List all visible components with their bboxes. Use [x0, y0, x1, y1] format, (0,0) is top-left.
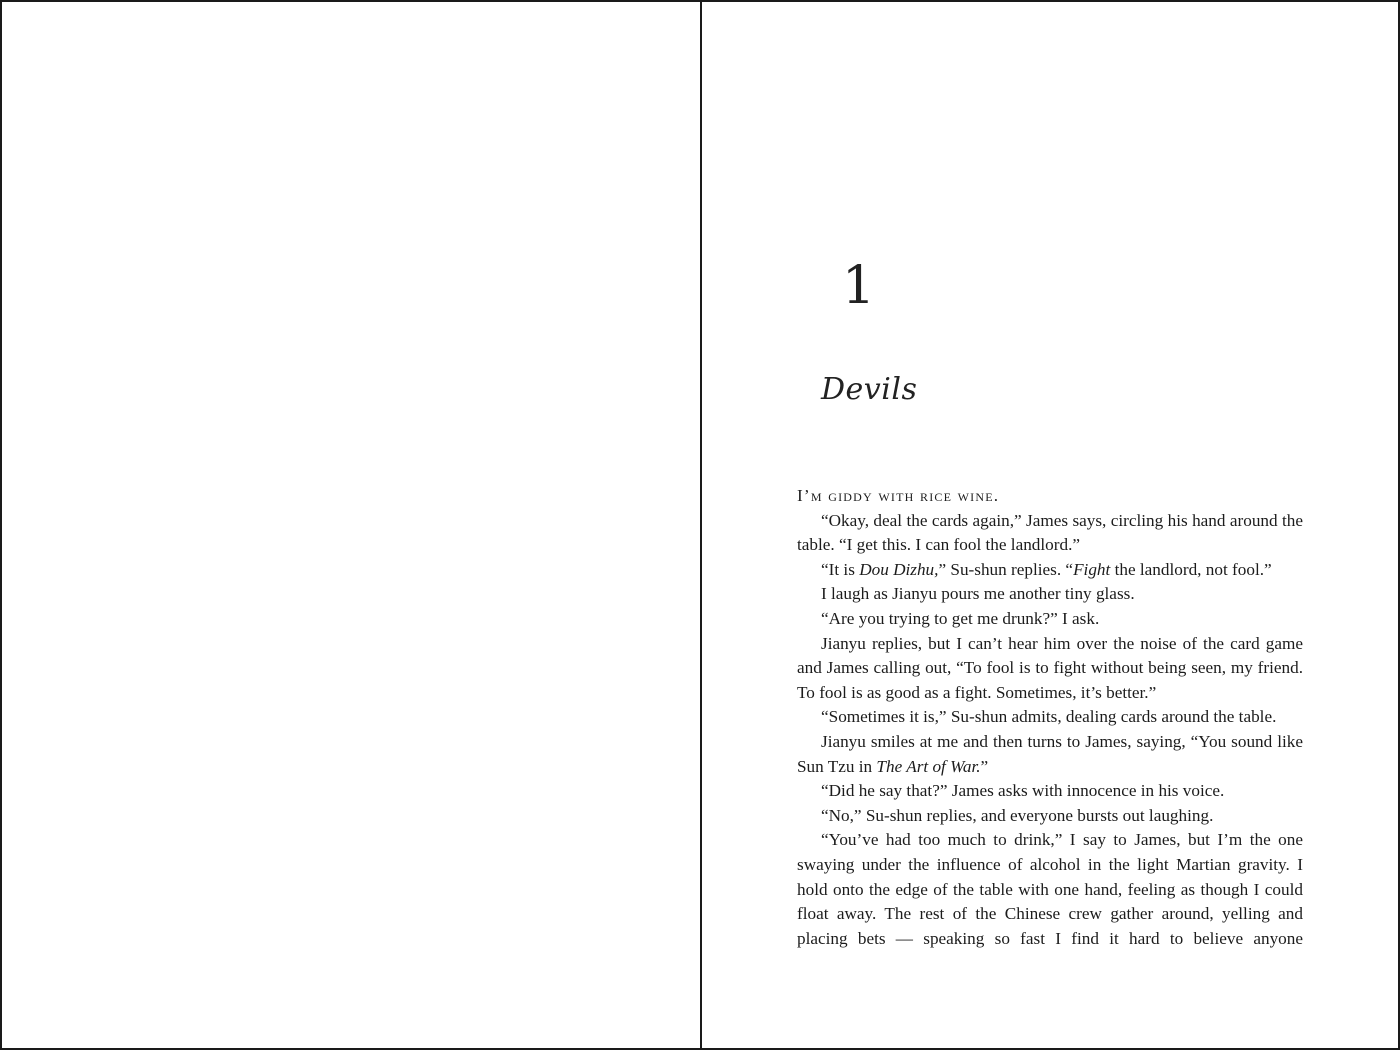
- text-segment: ”: [980, 756, 989, 776]
- text-segment: “Sometimes it is,” Su-shun admits, dealing cards around the table.: [821, 707, 1277, 727]
- text-segment: “It is: [821, 559, 860, 579]
- left-page-blank: [2, 2, 700, 1048]
- text-segment: I laugh as Jianyu pours me another tiny glass.: [821, 584, 1135, 604]
- italic-text: Dou Dizhu,: [859, 559, 939, 579]
- text-segment: “No,” Su-shun replies, and everyone bursts out laughing.: [821, 805, 1214, 825]
- chapter-title: Devils: [821, 372, 918, 407]
- chapter-body-text: [797, 484, 1303, 951]
- smallcaps-opening-text: I’m giddy with rice wine.: [797, 486, 1000, 505]
- text-segment: “Did he say that?” James asks with innocence in his voice.: [821, 781, 1225, 801]
- text-segment: ” Su-shun replies. “: [938, 559, 1074, 579]
- right-page: [702, 2, 1398, 1048]
- paragraph: [797, 804, 1303, 829]
- text-segment: “Okay, deal the cards again,” James says, circling his hand around the table. “I get this. I can fool the landlord.”: [797, 510, 1303, 555]
- paragraph: [797, 558, 1303, 583]
- opening-paragraph: [797, 484, 1303, 509]
- chapter-number: 1: [842, 256, 876, 316]
- paragraph: [797, 582, 1303, 607]
- paragraph: [797, 632, 1303, 706]
- paragraph: [797, 607, 1303, 632]
- italic-text: Fight: [1073, 559, 1111, 579]
- text-segment: Jianyu replies, but I can’t hear him over the noise of the card game and James calling out, “To fool is to fight without being seen, my friend. To fool is as good as a fight. Sometimes, it’s better.”: [797, 633, 1303, 702]
- paragraph: [797, 828, 1303, 951]
- paragraph: [797, 730, 1303, 779]
- text-segment: Jianyu smiles at me and then turns to James, saying, “You sound like Sun Tzu in: [797, 731, 1303, 776]
- text-segment: “You’ve had too much to drink,” I say to James, but I’m the one swaying under the influence of alcohol in the light Martian gravity. I hold onto the edge of the table with one hand, feeling as though I could float away. The rest of the Chinese crew gather around, yelling and placing bets — speaking so fast I find it hard to believe anyone: [797, 830, 1303, 948]
- paragraph: [797, 509, 1303, 558]
- paragraph: [797, 779, 1303, 804]
- paragraph: [797, 705, 1303, 730]
- text-segment: the landlord, not fool.”: [1110, 559, 1272, 579]
- text-segment: “Are you trying to get me drunk?” I ask.: [821, 608, 1100, 628]
- italic-text: The Art of War.: [876, 756, 981, 776]
